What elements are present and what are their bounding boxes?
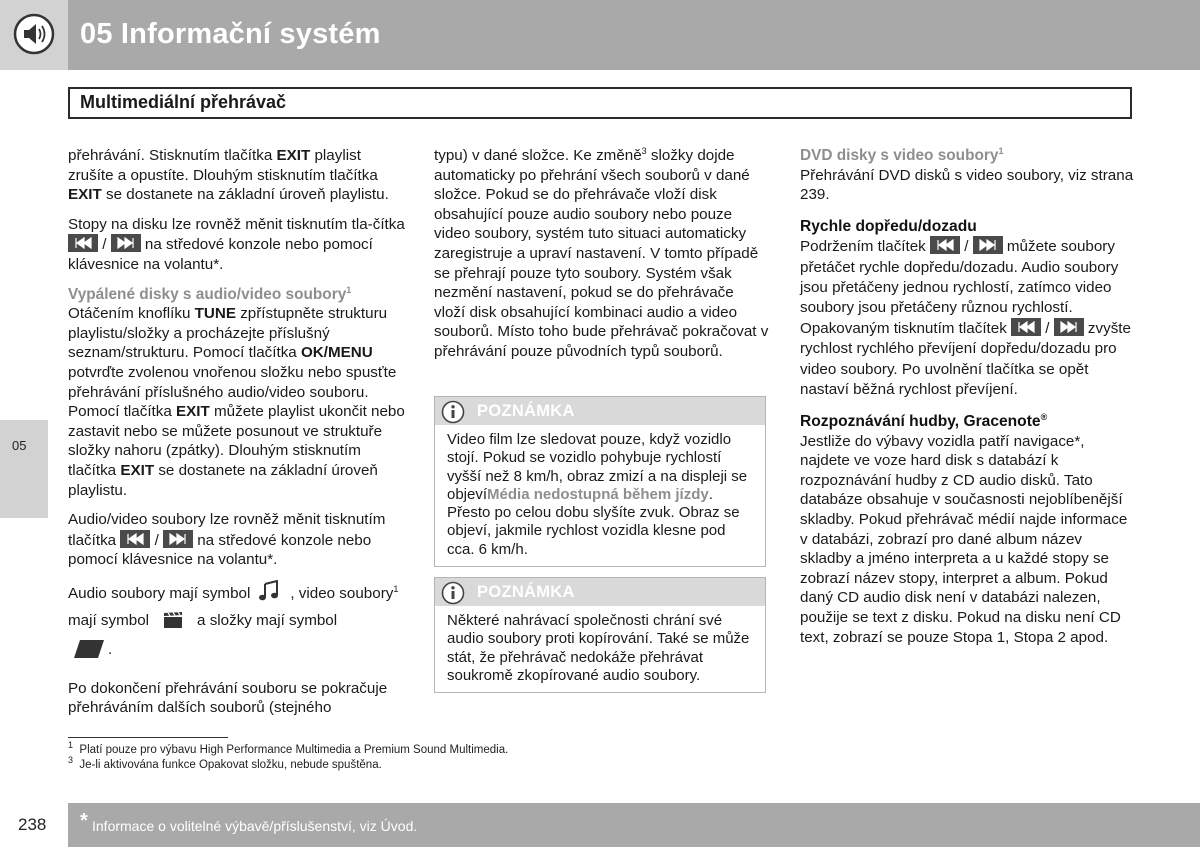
- paragraph: Audio soubory mají symbol , video soubory$^1$ mají symbol a složky mají symbol .: [68, 580, 408, 665]
- note-title: POZNÁMKA: [477, 583, 575, 601]
- next-track-icon: [973, 236, 1003, 254]
- note-box: [434, 396, 766, 567]
- next-track-icon: [111, 234, 141, 252]
- note-title: POZNÁMKA: [477, 402, 575, 420]
- column-2: [434, 146, 769, 372]
- paragraph: Stopy na disku lze rovněž měnit tisknutím tla-čítka / na středové konzole nebo pomocí klávesnice na volantu*.: [68, 215, 405, 273]
- subheading: Rychle dopředu/dozadu: [800, 217, 977, 235]
- paragraph: typu) v dané složce. Ke změně$^3$ složky dojde automaticky po přehrání všech souborů v dané složce. Pokud se do přehrávače vloží disk obsahující pouze audio soubory nebo pouze video soubory, systém tuto situaci automaticky zaregistruje a upraví nastavení. V tomto případě se přehrají pouze tyto soubory. Systém však nezmění nastavení, pokud se do přehrávače vloží disk obsahující kombinaci audio a video souborů. Místo toho bude přehrávač pokračovat v přehrávání pouze původních typů souborů.: [434, 145, 769, 360]
- music-note-icon: [258, 580, 282, 609]
- info-icon: [441, 400, 465, 429]
- paragraph: Podržením tlačítek / můžete soubory přetáčet rychle dopředu/dozadu. Audio soubory jsou přetáčeny jednou rychlostí, zatímco video soubory jsou přetáčeny různou rychlostí. Opakovaným tisknutím tlačítek / zvyšte rychlost rychlého převíjení dopředu/dozadu pro video soubory. Po uvolnění tlačítka se opět nastaví běžná rychlost převíjení.: [800, 238, 1131, 398]
- speaker-icon: [12, 12, 56, 61]
- column-1: [68, 146, 408, 728]
- info-icon: [441, 581, 465, 610]
- subheading: DVD disky s video soubory$^1$: [800, 145, 1004, 164]
- subheading: Rozpoznávání hudby, Gracenote®: [800, 411, 1048, 430]
- prev-track-icon: [120, 530, 150, 548]
- footer-note: Informace o volitelné výbavě/příslušenství, viz Úvod.: [92, 818, 418, 834]
- paragraph: Po dokončení přehrávání souboru se pokračuje přehráváním dalších souborů (stejného: [68, 679, 388, 717]
- note-text: Některé nahrávací společnosti chrání své audio soubory proti kopírování. Také se může stát, že přehrávač nedokáže přehrávat soukromě zkopírované audio soubory.: [447, 612, 750, 684]
- next-track-icon: [1054, 318, 1084, 336]
- note-text: Video film lze sledovat pouze, když vozidlo stojí. Pokud se vozidlo pohybuje rychlostí vyšší než 8 km/h, obraz zmizí a na displeji se objevíMédia nedostupná během jízdy. Přesto po celou dobu slyšíte zvuk. Obraz se objeví, jakmile rychlost vozidla klesne pod cca. 6 km/h.: [447, 431, 748, 558]
- note-header: [435, 578, 765, 606]
- chapter-side-tab: [0, 420, 48, 518]
- folder-icon: [74, 638, 104, 665]
- paragraph: Přehrávání DVD disků s video soubory, viz strana 239.: [800, 166, 1134, 204]
- footnote: $^3$ Je-li aktivována funkce Opakovat složku, nebude spuštěna.: [68, 755, 382, 771]
- paragraph: Jestliže do výbavy vozidla patří navigace*, najdete ve voze hard disk s databází k rozpoznávání hudby z CD audio disků. Tato databáze obsahuje v současnosti nejoblíbenější skladby. Pokud přehrávač médií najde informace v databázi, zobrazí pro dané album název skladby a jméno interpreta a u každé stopy se zobrazí název stopy, interpret a album. Pokud daný CD audio disk není v databázi nalezen, použije se text z disku. Pokud na disku není CD text, zobrazí se pouze Stopa 1, Stopa 2 apod.: [800, 432, 1128, 646]
- prev-track-icon: [1011, 318, 1041, 336]
- footer-asterisk: *: [80, 810, 88, 832]
- chapter-title: 05 Informační systém: [80, 18, 381, 50]
- note-header: [435, 397, 765, 425]
- paragraph: Audio/video soubory lze rovněž měnit tisknutím tlačítka / na středové konzole nebo pomocí klávesnice na volantu*.: [68, 511, 386, 569]
- page-number: 238: [18, 815, 47, 834]
- subheading: Vypálené disky s audio/video soubory$^1$: [68, 284, 352, 303]
- paragraph: přehrávání. Stisknutím tlačítka EXIT playlist zrušíte a opustíte. Dlouhým stisknutím tlačítka EXIT se dostanete na základní úroveň playlistu.: [68, 147, 389, 204]
- footnote: $^1$ Platí pouze pro výbavu High Performance Multimedia a Premium Sound Multimedia.: [68, 740, 509, 756]
- prev-track-icon: [930, 236, 960, 254]
- footnote-divider: [68, 737, 228, 738]
- section-title: Multimediální přehrávač: [80, 92, 287, 112]
- prev-track-icon: [68, 234, 98, 252]
- column-3: [800, 146, 1135, 657]
- next-track-icon: [163, 530, 193, 548]
- chapter-side-tab-label: 05: [12, 438, 27, 453]
- paragraph: Otáčením knoflíku TUNE zpřístupněte strukturu playlistu/složky a procházejte příslušný seznam/strukturu. Pomocí tlačítka OK/MENU potvrďte zvolenou vnořenou složku nebo spusťte přehrávání příslušného audio/video souboru. Pomocí tlačítka EXIT můžete playlist ukončit nebo zastavit nebo se můžete posunout ve struktuře složky nahoru (zpátky). Dlouhým stisknutím tlačítka EXIT se dostanete na základní úroveň playlistu.: [68, 305, 405, 499]
- clapperboard-icon: [163, 611, 183, 636]
- note-box: [434, 577, 766, 693]
